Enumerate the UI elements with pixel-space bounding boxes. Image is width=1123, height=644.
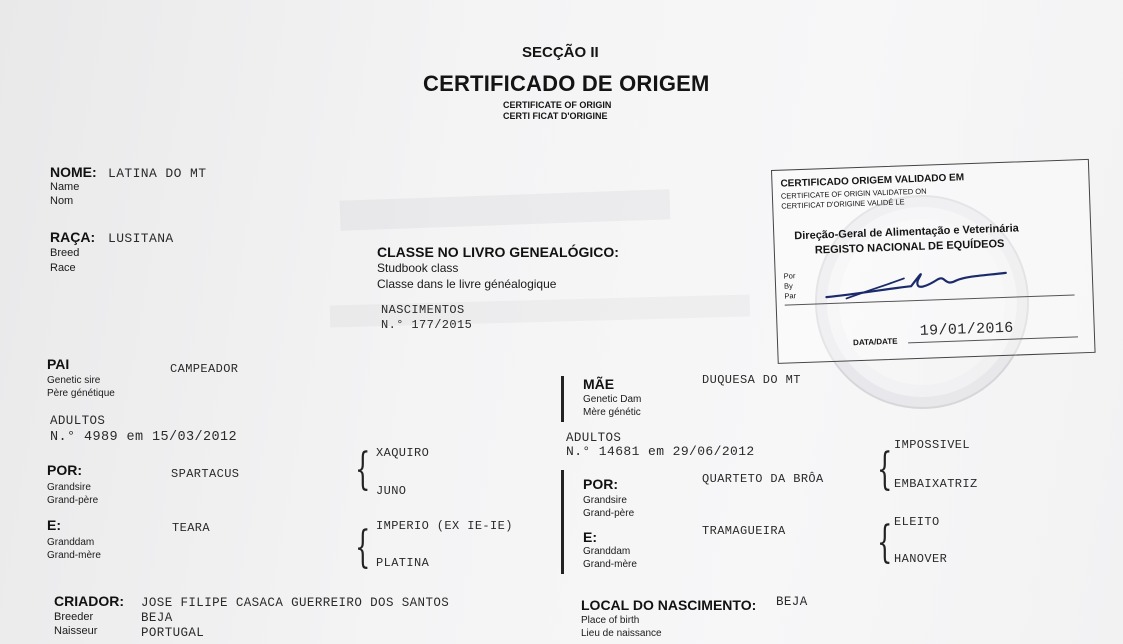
sire-granddam-dam: PLATINA bbox=[376, 556, 430, 570]
name-value: LATINA DO MT bbox=[108, 166, 207, 181]
breed-label: RAÇA: bbox=[50, 229, 96, 245]
sire-grandsire-fr: Grand-père bbox=[47, 495, 99, 506]
stamp-title-fr: CERTIFICAT D'ORIGINE VALIDÉ LE bbox=[781, 197, 905, 211]
dam-granddam-sire: ELEITO bbox=[894, 515, 940, 529]
stamp-by: By bbox=[783, 281, 793, 291]
dam-grandsire-label: POR: bbox=[583, 476, 618, 492]
birthplace-label-fr: Lieu de naissance bbox=[581, 628, 662, 639]
sire-granddam-en: Granddam bbox=[47, 537, 95, 548]
sire-grandsire-name: SPARTACUS bbox=[171, 467, 240, 481]
stamp-date-value: 19/01/2016 bbox=[919, 319, 1014, 340]
sire-grandsire-dam: JUNO bbox=[376, 484, 407, 498]
page-title-fr: CERTI FICAT D'ORIGINE bbox=[503, 111, 608, 121]
dam-grandsire-name: QUARTETO DA BRÔA bbox=[702, 472, 824, 486]
sire-grandsire-label: POR: bbox=[47, 462, 82, 478]
dam-grandsire-dam: EMBAIXATRIZ bbox=[894, 477, 978, 491]
dam-reg-2: N.° 14681 em 29/06/2012 bbox=[566, 444, 755, 459]
sire-label: PAI bbox=[47, 356, 70, 372]
dam-granddam-dam: HANOVER bbox=[894, 552, 948, 566]
breeder-label: CRIADOR: bbox=[54, 593, 124, 609]
breeder-line-1: JOSE FILIPE CASACA GUERREIRO DOS SANTOS bbox=[141, 596, 450, 610]
breeder-label-en: Breeder bbox=[54, 611, 94, 623]
dam-reg-1: ADULTOS bbox=[566, 431, 622, 445]
sire-grandsire-brace: { bbox=[355, 444, 371, 495]
dam-grandsire-en: Grandsire bbox=[583, 495, 627, 506]
sire-reg-1: ADULTOS bbox=[50, 414, 106, 428]
dam-grandsire-sire: IMPOSSIVEL bbox=[894, 438, 971, 452]
dam-grandsire-fr: Grand-père bbox=[583, 508, 635, 519]
dam-granddam-name: TRAMAGUEIRA bbox=[702, 524, 786, 538]
stamp-date-label: DATA/DATE bbox=[852, 336, 898, 348]
sire-granddam-sire: IMPERIO (EX IE-IE) bbox=[376, 519, 513, 533]
sire-grandsire-sire: XAQUIRO bbox=[376, 446, 430, 460]
breed-label-en: Breed bbox=[50, 247, 80, 259]
sire-granddam-fr: Grand-mère bbox=[47, 550, 101, 561]
dam-label: MÃE bbox=[583, 376, 615, 392]
section-label: SECÇÃO II bbox=[522, 44, 599, 61]
page-title: CERTIFICADO DE ORIGEM bbox=[423, 71, 710, 96]
page-title-en: CERTIFICATE OF ORIGIN bbox=[503, 100, 612, 110]
birthplace-value: BEJA bbox=[776, 595, 808, 609]
dam-name: DUQUESA DO MT bbox=[702, 373, 801, 387]
dam-granddam-brace: { bbox=[877, 517, 893, 568]
birthplace-label-en: Place of birth bbox=[581, 615, 640, 626]
dam-granddam-en: Granddam bbox=[583, 546, 631, 557]
name-label-en: Name bbox=[50, 181, 80, 193]
breed-label-fr: Race bbox=[50, 262, 76, 274]
breeder-line-2: BEJA bbox=[141, 611, 173, 625]
sire-granddam-name: TEARA bbox=[172, 521, 211, 535]
sire-name: CAMPEADOR bbox=[170, 362, 239, 376]
dam-grandsire-brace: { bbox=[877, 444, 893, 495]
studbook-label-fr: Classe dans le livre généalogique bbox=[377, 277, 557, 291]
bleed-through-block bbox=[340, 189, 671, 230]
sire-granddam-brace: { bbox=[355, 522, 371, 573]
sire-reg-2: N.° 4989 em 15/03/2012 bbox=[50, 430, 238, 445]
stamp-title-en: CERTIFICATE OF ORIGIN VALIDATED ON bbox=[780, 186, 927, 201]
stamp-org-1: Direção-Geral de Alimentação e Veterinária bbox=[794, 222, 1019, 243]
breed-value: LUSITANA bbox=[108, 231, 174, 246]
studbook-value-2: N.° 177/2015 bbox=[381, 318, 473, 332]
dam-label-en: Genetic Dam bbox=[583, 394, 642, 405]
sire-label-fr: Père génétique bbox=[47, 388, 115, 399]
column-divider bbox=[561, 470, 564, 574]
studbook-label-en: Studbook class bbox=[377, 261, 459, 275]
name-label-fr: Nom bbox=[50, 195, 74, 207]
stamp-por: Por bbox=[783, 271, 796, 281]
studbook-value-1: NASCIMENTOS bbox=[381, 303, 465, 317]
stamp-title: CERTIFICADO ORIGEM VALIDADO EM bbox=[780, 172, 965, 190]
dam-label-fr: Mère génétic bbox=[583, 407, 641, 418]
name-label: NOME: bbox=[50, 164, 97, 180]
sire-granddam-label: E: bbox=[47, 517, 61, 533]
studbook-label: CLASSE NO LIVRO GENEALÓGICO: bbox=[377, 244, 619, 260]
sire-grandsire-en: Grandsire bbox=[47, 482, 91, 493]
dam-granddam-fr: Grand-mère bbox=[583, 559, 637, 570]
birthplace-label: LOCAL DO NASCIMENTO: bbox=[581, 597, 757, 613]
validation-stamp bbox=[771, 159, 1096, 364]
breeder-line-3: PORTUGAL bbox=[141, 626, 205, 640]
breeder-label-fr: Naisseur bbox=[54, 625, 98, 637]
stamp-par: Par bbox=[784, 291, 797, 301]
sire-label-en: Genetic sire bbox=[47, 375, 101, 386]
stamp-org-2: REGISTO NACIONAL DE EQUÍDEOS bbox=[814, 237, 1005, 257]
dam-granddam-label: E: bbox=[583, 529, 597, 545]
column-divider bbox=[561, 376, 564, 422]
